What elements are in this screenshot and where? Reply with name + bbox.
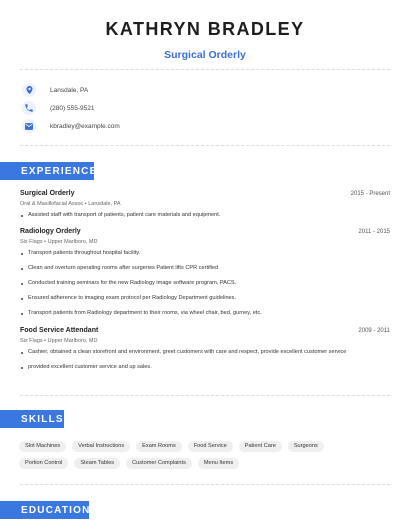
job-org: Six Flags • Upper Marlboro, MD (20, 338, 98, 344)
skill-chip: Slot Machines (19, 441, 66, 452)
job-org: Six Flags • Upper Marlboro, MD (20, 239, 98, 245)
candidate-name: KATHRYN BRADLEY (105, 19, 305, 39)
job-dates: 2015 - Present (350, 191, 390, 197)
divider (20, 395, 390, 396)
skills-list (19, 441, 379, 469)
job-bullet: Conducted training seminars for the new Radiology image software program, PACS. (20, 280, 390, 287)
job-bullet: Assisted staff with transport of patients, patient care materials and equipment. (20, 212, 390, 219)
candidate-title: Surgical Orderly (164, 49, 246, 61)
contact-phone (20, 99, 120, 117)
email-text: kbradley@example.com (50, 122, 120, 130)
experience-heading: EXPERIENCE (0, 162, 94, 180)
experience-item (20, 327, 390, 379)
divider (20, 484, 390, 485)
skill-chip: Portion Control (19, 458, 68, 469)
skill-chip: Verbal Instructions (72, 441, 130, 452)
skill-chip: Customer Complaints (126, 458, 192, 469)
email-icon (22, 119, 36, 133)
job-dates: 2011 - 2015 (358, 229, 390, 235)
job-bullet: Cashier, obtained a clean storefront and environment, greet customers with care and respect, provide excellent customer service (20, 349, 390, 356)
skill-chip: Menu Items (198, 458, 239, 469)
job-bullet: Transport patients throughout hospital facility. (20, 250, 390, 257)
contact-email (20, 117, 120, 135)
skills-heading: SKILLS (0, 410, 64, 428)
job-title: Surgical Orderly (20, 190, 75, 197)
phone-text: (280) 555-9521 (50, 104, 95, 112)
divider (20, 69, 390, 70)
job-org: Oral & Maxillofacial Assoc • Lansdale, PA (20, 201, 121, 207)
contact-location (20, 81, 120, 99)
education-heading: EDUCATION (0, 501, 89, 519)
location-text: Lansdale, PA (50, 86, 89, 94)
experience-item (20, 228, 390, 325)
skill-chip: Surgeons (288, 441, 324, 452)
location-pin-icon (22, 83, 36, 97)
skill-chip: Food Service (188, 441, 233, 452)
divider (20, 145, 390, 146)
experience-item (20, 190, 390, 227)
skill-chip: Steam Tables (74, 458, 120, 469)
skill-chip: Patient Care (239, 441, 282, 452)
job-dates: 2009 - 2011 (358, 328, 390, 334)
job-title: Food Service Attendant (20, 327, 99, 334)
skill-chip: Exam Rooms (136, 441, 182, 452)
contact-list (20, 81, 120, 135)
resume-header (0, 0, 410, 61)
job-bullet: provided excellent customer service and up sales. (20, 364, 390, 371)
job-bullet: Transport patients from Radiology department to their rooms, via wheel chair, bed, gurney, etc. (20, 310, 390, 317)
job-bullet: Clean and overturn operating rooms after surgeries Patient lifts CPR certified (20, 265, 390, 272)
phone-icon (22, 101, 36, 115)
job-title: Radiology Orderly (20, 228, 81, 235)
job-bullet: Ensured adherence to imaging exam protocol per Radiology Department guidelines. (20, 295, 390, 302)
